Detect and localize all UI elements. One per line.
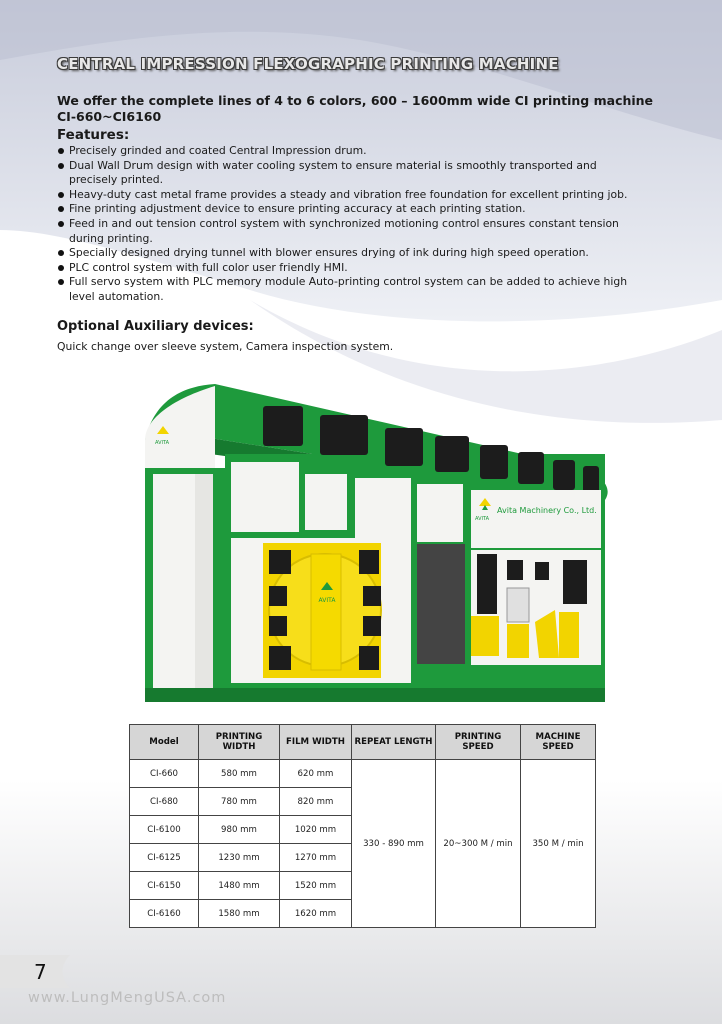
feature-text: Fine printing adjustment device to ensure printing accuracy at each printing station. [69, 202, 526, 216]
bullet-icon [58, 163, 64, 169]
brand-text: Avita Machinery Co., Ltd. [497, 506, 597, 515]
cell-printing-width: 580 mm [199, 760, 280, 788]
bullet-icon [58, 265, 64, 271]
cell-repeat-length: 330 - 890 mm [352, 760, 436, 928]
bullet-icon [58, 192, 64, 198]
optional-text: Quick change over sleeve system, Camera inspection system. [57, 340, 394, 353]
feature-item [57, 144, 647, 159]
cell-model: CI-6100 [130, 816, 199, 844]
header-machine-speed: MACHINE SPEED [521, 725, 596, 760]
drum-logo-text: AVITA [318, 597, 336, 604]
intro-text [57, 93, 677, 125]
footer-url: www.LungMengUSA.com [28, 990, 227, 1006]
feature-item [57, 217, 647, 246]
bullet-icon [58, 148, 64, 154]
bullet-icon [58, 279, 64, 285]
cell-printing-speed: 20~300 M / min [436, 760, 521, 928]
cell-printing-width: 780 mm [199, 788, 280, 816]
intro-line-1: We offer the complete lines of 4 to 6 colors, 600 – 1600mm wide CI printing machine [57, 93, 654, 108]
feature-item [57, 188, 647, 203]
feature-text: Dual Wall Drum design with water cooling system to ensure material is smoothly transported and precisely printed. [69, 158, 597, 187]
cell-printing-width: 980 mm [199, 816, 280, 844]
optional-heading: Optional Auxiliary devices: [57, 319, 254, 334]
bullet-icon [58, 221, 64, 227]
cell-printing-width: 1480 mm [199, 872, 280, 900]
cell-film-width: 620 mm [280, 760, 352, 788]
cell-machine-speed: 350 M / min [521, 760, 596, 928]
bullet-icon [58, 206, 64, 212]
header-model: Model [130, 725, 199, 760]
header-film-width: FILM WIDTH [280, 725, 352, 760]
table-row [130, 760, 596, 788]
cell-film-width: 1620 mm [280, 900, 352, 928]
feature-item [57, 202, 647, 217]
cell-film-width: 1270 mm [280, 844, 352, 872]
feature-text: Full servo system with PLC memory module Auto-printing control system can be added to achieve high level automation. [69, 275, 628, 303]
bullet-icon [58, 250, 64, 256]
cell-printing-width: 1230 mm [199, 844, 280, 872]
page-title: CENTRAL IMPRESSION FLEXOGRAPHIC PRINTING MACHINE [57, 55, 559, 73]
cell-model: CI-660 [130, 760, 199, 788]
panel-logo-text: AVITA [475, 516, 490, 522]
feature-text: Feed in and out tension control system with synchronized motioning control ensures constant tension during printing. [69, 216, 619, 245]
features-heading: Features: [57, 127, 130, 143]
feature-item [57, 159, 647, 188]
page-number: 7 [34, 960, 47, 984]
feature-text: Precisely grinded and coated Central Impression drum. [69, 144, 367, 157]
printing-machine-illustration [135, 378, 615, 703]
feature-text: Heavy-duty cast metal frame provides a steady and vibration free foundation for excellent printing job. [69, 187, 628, 201]
cell-model: CI-6160 [130, 900, 199, 928]
feature-item [57, 246, 647, 261]
cell-model: CI-6150 [130, 872, 199, 900]
cell-film-width: 1020 mm [280, 816, 352, 844]
header-repeat-length: REPEAT LENGTH [352, 725, 436, 760]
intro-line-2: CI-660~CI6160 [57, 109, 162, 124]
feature-text: Specially designed drying tunnel with blower ensures drying of ink during high speed operation. [69, 246, 589, 260]
header-printing-width: PRINTING WIDTH [199, 725, 280, 760]
header-printing-speed: PRINTING SPEED [436, 725, 521, 760]
cell-film-width: 820 mm [280, 788, 352, 816]
cell-model: CI-680 [130, 788, 199, 816]
roof-logo-text: AVITA [155, 440, 170, 446]
features-list [57, 144, 647, 305]
table-header-row [130, 725, 596, 760]
spec-table [129, 724, 596, 928]
cell-printing-width: 1580 mm [199, 900, 280, 928]
feature-item [57, 261, 647, 276]
cell-model: CI-6125 [130, 844, 199, 872]
feature-item [57, 275, 647, 304]
cell-film-width: 1520 mm [280, 872, 352, 900]
feature-text: PLC control system with full color user friendly HMI. [69, 260, 348, 274]
